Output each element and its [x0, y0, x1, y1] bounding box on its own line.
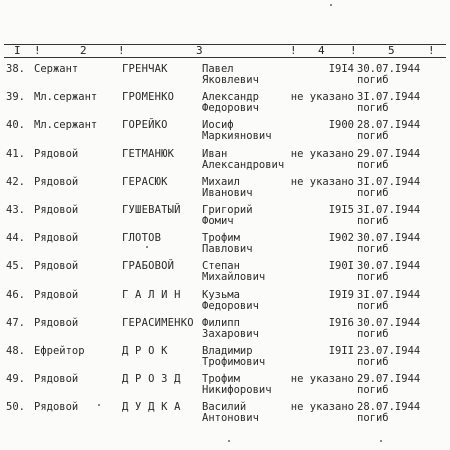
- birth-year-cell: I9I9: [328, 288, 354, 301]
- paper-speck: [380, 440, 382, 442]
- first-name-cell: Степан: [202, 260, 240, 273]
- rank-cell: Сержант: [34, 63, 79, 75]
- row-number: 38.: [6, 63, 25, 75]
- status-cell: погиб: [357, 412, 389, 425]
- paper-speck: [98, 404, 100, 406]
- row-number: 43.: [6, 203, 25, 216]
- patronymic-cell: Федорович: [202, 299, 259, 312]
- birth-year-cell: I9II: [328, 344, 354, 357]
- surname-cell: ГОРЕЙКО: [122, 119, 168, 132]
- status-cell: погиб: [357, 355, 389, 368]
- death-date-cell: 3I.07.I944: [357, 203, 421, 216]
- table-row: [0, 229, 450, 257]
- table-row: [0, 88, 450, 116]
- first-name-cell: Павел: [202, 63, 234, 75]
- row-number: 50.: [6, 401, 25, 414]
- patronymic-cell: Александрович: [202, 158, 285, 171]
- rank-cell: Мл.сержант: [34, 91, 98, 104]
- header-separator-2: !: [118, 44, 125, 57]
- table-row: [0, 60, 450, 88]
- row-number: 42.: [6, 175, 25, 188]
- first-name-cell: Владимир: [202, 344, 253, 357]
- status-cell: погиб: [357, 327, 389, 340]
- row-number: 49.: [6, 373, 25, 386]
- death-date-cell: 28.07.I944: [357, 119, 421, 132]
- header-separator-4: !: [350, 44, 357, 57]
- birth-year-cell: I9I6: [328, 316, 354, 329]
- table-row: [0, 201, 450, 229]
- rank-cell: Ефрейтор: [34, 344, 85, 357]
- surname-cell: ГРАБОВОЙ: [122, 260, 175, 273]
- surname-cell: ГЕРАСЮК: [122, 175, 168, 188]
- surname-cell: ГЕТМАНЮК: [122, 147, 175, 160]
- first-name-cell: Филипп: [202, 316, 240, 329]
- status-cell: погиб: [357, 102, 389, 115]
- patronymic-cell: Захарович: [202, 327, 259, 340]
- row-number: 47.: [6, 316, 25, 329]
- rank-cell: Рядовой: [34, 373, 79, 386]
- status-cell: погиб: [357, 243, 389, 256]
- patronymic-cell: Никифорович: [202, 384, 272, 397]
- patronymic-cell: Михайлович: [202, 271, 266, 284]
- patronymic-cell: Фомич: [202, 214, 234, 227]
- rank-cell: Рядовой: [34, 260, 79, 273]
- status-cell: погиб: [357, 299, 389, 312]
- rank-cell: Рядовой: [34, 401, 79, 414]
- death-date-cell: 28.07.I944: [357, 401, 421, 414]
- surname-cell: ГРОМЕНКО: [122, 91, 175, 104]
- death-date-cell: 30.07.I944: [357, 232, 421, 245]
- birth-year-cell: не указано: [290, 147, 354, 160]
- patronymic-cell: Павлович: [202, 243, 253, 256]
- header-separator-1: !: [34, 44, 41, 57]
- row-number: 48.: [6, 344, 25, 357]
- birth-year-cell: I900: [328, 119, 354, 132]
- patronymic-cell: Маркиянович: [202, 130, 272, 143]
- row-number: 44.: [6, 232, 25, 245]
- first-name-cell: Иван: [202, 147, 228, 160]
- birth-year-cell: не указано: [290, 401, 354, 414]
- birth-year-cell: не указано: [290, 91, 354, 104]
- surname-cell: Д Р О З Д: [122, 373, 181, 386]
- status-cell: погиб: [357, 130, 389, 143]
- surname-cell: ГЕРАСИМЕНКО: [122, 316, 194, 329]
- header-col-4: 4: [318, 44, 325, 57]
- status-cell: погиб: [357, 271, 389, 284]
- header-col-2: 2: [80, 44, 87, 57]
- death-date-cell: 30.07.I944: [357, 260, 421, 273]
- table-row: [0, 173, 450, 201]
- birth-year-cell: I9I5: [328, 203, 354, 216]
- rank-cell: Рядовой: [34, 147, 79, 160]
- status-cell: погиб: [357, 186, 389, 199]
- birth-year-cell: I9I4: [328, 63, 354, 75]
- death-date-cell: 3I.07.I944: [357, 175, 421, 188]
- first-name-cell: Трофим: [202, 373, 240, 386]
- surname-cell: Д Р О К: [122, 344, 168, 357]
- table-row: [0, 370, 450, 398]
- paper-speck: [330, 4, 332, 6]
- first-name-cell: Григорий: [202, 203, 253, 216]
- table-row: [0, 257, 450, 285]
- first-name-cell: Кузьма: [202, 288, 240, 301]
- table-row: [0, 116, 450, 144]
- first-name-cell: Трофим: [202, 232, 240, 245]
- birth-year-cell: не указано: [290, 175, 354, 188]
- header-col-3: 3: [196, 44, 203, 57]
- patronymic-cell: Трофимович: [202, 355, 266, 368]
- death-date-cell: 3I.07.I944: [357, 91, 421, 104]
- row-number: 46.: [6, 288, 25, 301]
- table-header: [0, 45, 450, 57]
- patronymic-cell: Иванович: [202, 186, 253, 199]
- row-number: 39.: [6, 91, 25, 104]
- status-cell: погиб: [357, 158, 389, 171]
- rank-cell: Рядовой: [34, 232, 79, 245]
- paper-speck: [146, 246, 148, 248]
- table-body: [0, 60, 450, 426]
- death-date-cell: 30.07.I944: [357, 63, 421, 75]
- table-row: [0, 314, 450, 342]
- death-date-cell: 29.07.I944: [357, 147, 421, 160]
- patronymic-cell: Антонович: [202, 412, 259, 425]
- birth-year-cell: не указано: [290, 373, 354, 386]
- first-name-cell: Александр: [202, 91, 259, 104]
- status-cell: погиб: [357, 214, 389, 227]
- header-col-5: 5: [388, 44, 395, 57]
- patronymic-cell: Федорович: [202, 102, 259, 115]
- birth-year-cell: I90I: [328, 260, 354, 273]
- first-name-cell: Михаил: [202, 175, 240, 188]
- table-row: [0, 286, 450, 314]
- header-separator-3: !: [290, 44, 297, 57]
- patronymic-cell: Яковлевич: [202, 74, 259, 86]
- rank-cell: Рядовой: [34, 203, 79, 216]
- surname-cell: ГУШЕВАТЫЙ: [122, 203, 181, 216]
- row-number: 41.: [6, 147, 25, 160]
- rank-cell: Рядовой: [34, 175, 79, 188]
- rank-cell: Мл.сержант: [34, 119, 98, 132]
- surname-cell: ГРЕНЧАК: [122, 63, 168, 75]
- first-name-cell: Иосиф: [202, 119, 234, 132]
- death-date-cell: 23.07.I944: [357, 344, 421, 357]
- row-number: 40.: [6, 119, 25, 132]
- death-date-cell: 30.07.I944: [357, 316, 421, 329]
- surname-cell: Г А Л И Н: [122, 288, 181, 301]
- header-separator-5: !: [428, 44, 435, 57]
- surname-cell: Д У Д К А: [122, 401, 181, 414]
- death-date-cell: 3I.07.I944: [357, 288, 421, 301]
- birth-year-cell: I902: [328, 232, 354, 245]
- table-row: [0, 342, 450, 370]
- row-number: 45.: [6, 260, 25, 273]
- status-cell: погиб: [357, 74, 389, 86]
- paper-speck: [228, 440, 230, 442]
- death-date-cell: 29.07.I944: [357, 373, 421, 386]
- header-bottom-rule: [4, 57, 446, 58]
- table-row: [0, 145, 450, 173]
- first-name-cell: Василий: [202, 401, 247, 414]
- status-cell: погиб: [357, 384, 389, 397]
- table-row: [0, 398, 450, 426]
- header-col-1: I: [14, 44, 21, 57]
- surname-cell: ГЛОТОВ: [122, 232, 162, 245]
- rank-cell: Рядовой: [34, 316, 79, 329]
- rank-cell: Рядовой: [34, 288, 79, 301]
